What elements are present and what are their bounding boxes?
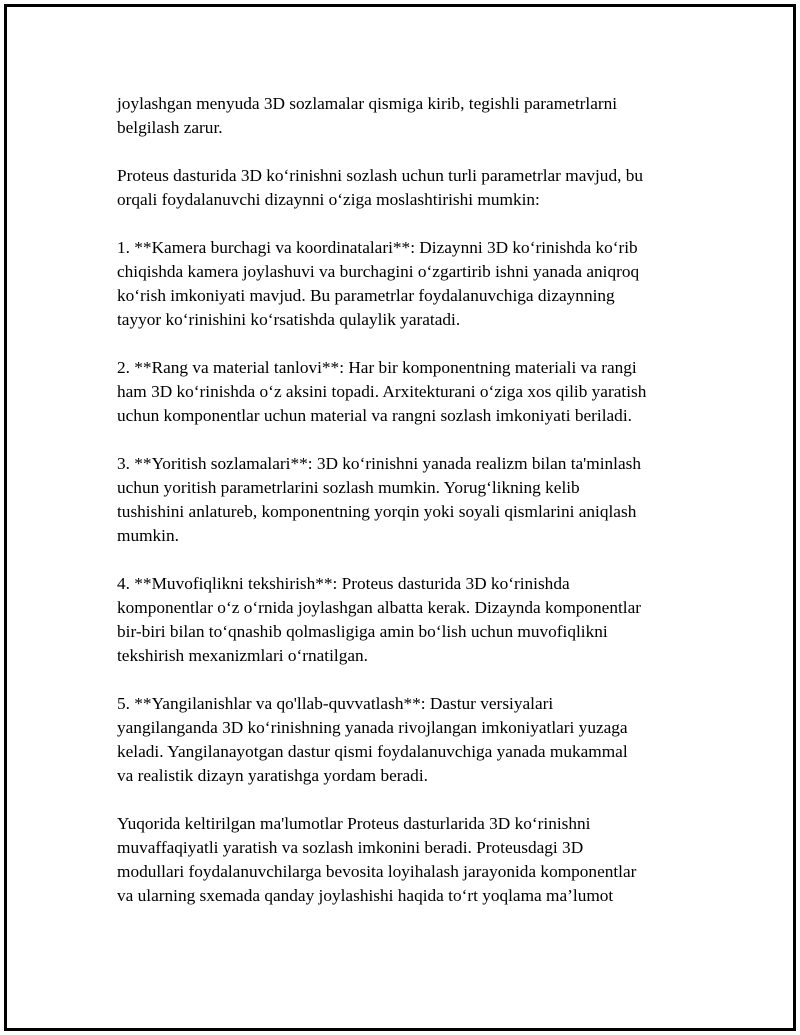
text-line: ko‘rish imkoniyati mavjud. Bu parametrlar foydalanuvchiga dizaynning	[117, 286, 615, 305]
text-line: chiqishda kamera joylashuvi va burchagini o‘zgartirib ishni yanada aniqroq	[117, 262, 640, 281]
text-line: va realistik dizayn yaratishga yordam beradi.	[117, 766, 428, 785]
list-item-lighting	[117, 452, 692, 548]
text-line: bir-biri bilan to‘qnashib qolmasligiga amin bo‘lish uchun muvofiqlikni	[117, 622, 608, 641]
list-item-color-material	[117, 356, 692, 428]
text-line: ham 3D ko‘rinishda o‘z aksini topadi. Arxitekturani o‘ziga xos qilib yaratish	[117, 382, 647, 401]
text-line: orqali foydalanuvchi dizaynni o‘ziga moslashtirishi mumkin:	[117, 190, 540, 209]
text-line: tushishini anlatureb, komponentning yorqin yoki soyali qismlarini aniqlash	[117, 502, 637, 521]
text-line: uchun yoritish parametrlarini sozlash mumkin. Yorug‘likning kelib	[117, 478, 580, 497]
text-line: uchun komponentlar uchun material va rangni sozlash imkoniyati beriladi.	[117, 406, 632, 425]
text-line: Yuqorida keltirilgan ma'lumotlar Proteus dasturlarida 3D ko‘rinishni	[117, 814, 591, 833]
document-body	[117, 92, 692, 932]
list-item-camera-angle	[117, 236, 692, 332]
text-line: 1. **Kamera burchagi va koordinatalari**: Dizaynni 3D ko‘rinishda ko‘rib	[117, 238, 638, 257]
text-line: mumkin.	[117, 526, 179, 545]
text-line: yangilanganda 3D ko‘rinishning yanada rivojlangan imkoniyatlari yuzaga	[117, 718, 628, 737]
paragraph-conclusion	[117, 812, 692, 908]
text-line: va ularning sxemada qanday joylashishi haqida to‘rt yoqlama ma’lumot	[117, 886, 614, 905]
text-line: keladi. Yangilanayotgan dastur qismi foydalanuvchiga yanada mukammal	[117, 742, 628, 761]
text-line: tekshirish mexanizmlari o‘rnatilgan.	[117, 646, 368, 665]
text-line: modullari foydalanuvchilarga bevosita loyihalash jarayonida komponentlar	[117, 862, 637, 881]
text-line: Proteus dasturida 3D ko‘rinishni sozlash uchun turli parametrlar mavjud, bu	[117, 166, 644, 185]
text-line: muvaffaqiyatli yaratish va sozlash imkonini beradi. Proteusdagi 3D	[117, 838, 584, 857]
text-line: 2. **Rang va material tanlovi**: Har bir komponentning materiali va rangi	[117, 358, 637, 377]
list-item-compatibility-check	[117, 572, 692, 668]
text-line: komponentlar o‘z o‘rnida joylashgan albatta kerak. Dizaynda komponentlar	[117, 598, 642, 617]
list-item-updates-support	[117, 692, 692, 788]
text-line: 5. **Yangilanishlar va qo'llab-quvvatlash**: Dastur versiyalari	[117, 694, 554, 713]
text-line: tayyor ko‘rinishini ko‘rsatishda qulaylik yaratadi.	[117, 310, 461, 329]
text-line: 3. **Yoritish sozlamalari**: 3D ko‘rinishni yanada realizm bilan ta'minlash	[117, 454, 642, 473]
paragraph-overview	[117, 164, 692, 212]
text-line: 4. **Muvofiqlikni tekshirish**: Proteus dasturida 3D ko‘rinishda	[117, 574, 570, 593]
paragraph-intro-continuation	[117, 92, 692, 140]
text-line: belgilash zarur.	[117, 118, 223, 137]
text-line: joylashgan menyuda 3D sozlamalar qismiga kirib, tegishli parametrlarni	[117, 94, 618, 113]
